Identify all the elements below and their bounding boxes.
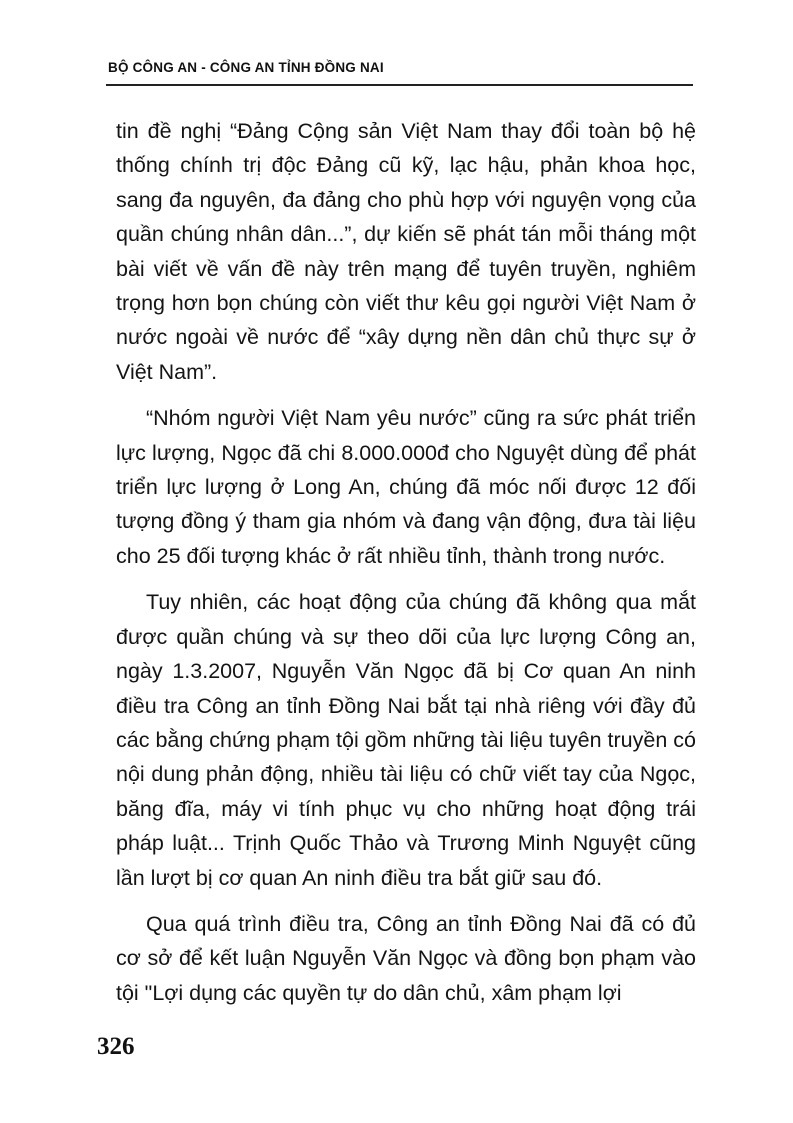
page-number: 326 xyxy=(97,1033,135,1060)
paragraph-continued: tin đề nghị “Đảng Cộng sản Việt Nam thay đổi toàn bộ hệ thống chính trị độc Đảng cũ kỹ, lạc hậu, phản khoa học, sang đa nguyên, đa đảng cho phù hợp với nguyện vọng của quần chúng nhân dân...”, dự kiến sẽ phát tán mỗi tháng một bài viết về vấn đề này trên mạng để tuyên truyền, nghiêm trọng hơn bọn chúng còn viết thư kêu gọi người Việt Nam ở nước ngoài về nước để “xây dựng nền dân chủ thực sự ở Việt Nam”. xyxy=(116,119,696,384)
header-divider xyxy=(106,84,693,86)
paragraph: “Nhóm người Việt Nam yêu nước” cũng ra sức phát triển lực lượng, Ngọc đã chi 8.000.000đ cho Nguyệt dùng để phát triển lực lượng ở Long An, chúng đã móc nối được 12 đối tượng đồng ý tham gia nhóm và đang vận động, đưa tài liệu cho 25 đối tượng khác ở rất nhiều tỉnh, thành trong nước. xyxy=(116,406,696,568)
paragraph: Qua quá trình điều tra, Công an tỉnh Đồng Nai đã có đủ cơ sở để kết luận Nguyễn Văn Ngọc và đồng bọn phạm vào tội "Lợi dụng các quyền tự do dân chủ, xâm phạm lợi xyxy=(116,911,696,1005)
paragraph: Tuy nhiên, các hoạt động của chúng đã không qua mắt được quần chúng và sự theo dõi của lực lượng Công an, ngày 1.3.2007, Nguyễn Văn Ngọc đã bị Cơ quan An ninh điều tra Công an tỉnh Đồng Nai bắt tại nhà riêng với đầy đủ các bằng chứng phạm tội gồm những tài liệu tuyên truyền có nội dung phản động, nhiều tài liệu có chữ viết tay của Ngọc, băng đĩa, máy vi tính phục vụ cho những hoạt động trái pháp luật... Trịnh Quốc Thảo và Trương Minh Nguyệt cũng lần lượt bị cơ quan An ninh điều tra bắt giữ sau đó. xyxy=(116,590,696,890)
running-head-title: BỘ CÔNG AN - CÔNG AN TỈNH ĐỒNG NAI xyxy=(108,60,384,75)
body-text xyxy=(116,114,696,1010)
